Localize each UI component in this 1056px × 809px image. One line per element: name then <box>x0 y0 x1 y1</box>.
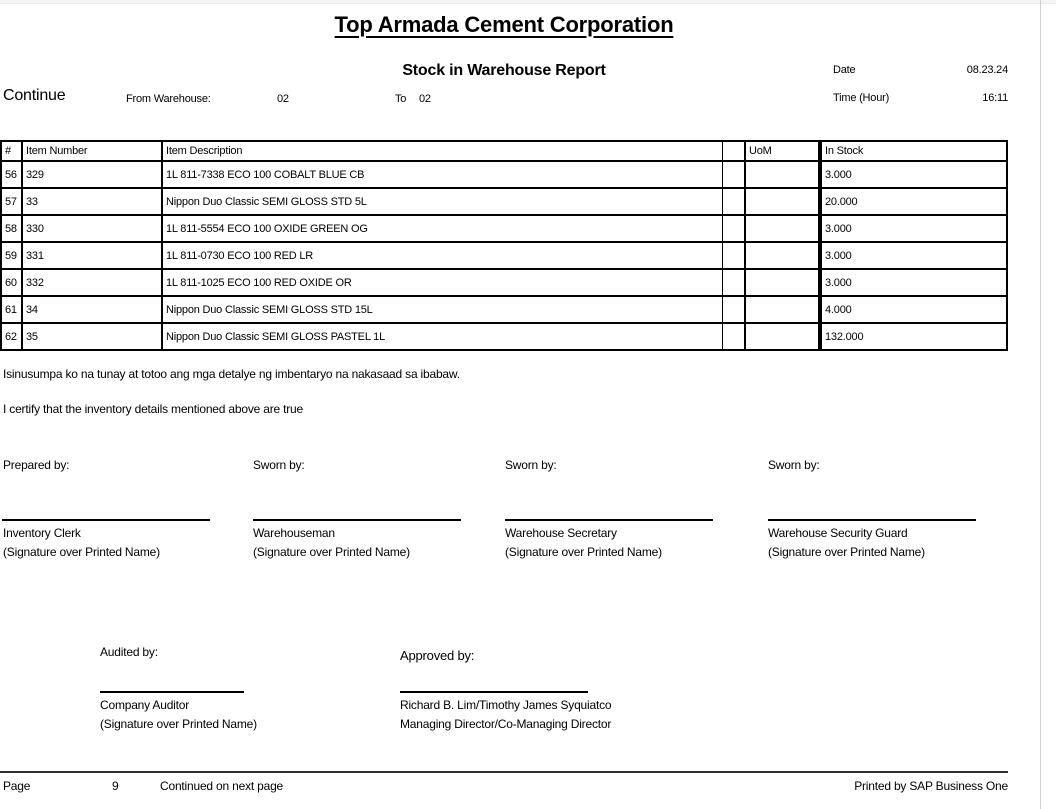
signatory-name-company-auditor: Company Auditor <box>100 698 190 712</box>
footer-printed-by: Printed by SAP Business One <box>854 779 1008 793</box>
signature-note: (Signature over Printed Name) <box>253 545 410 559</box>
row-num-cell: 56 <box>0 162 23 189</box>
certification-english: I certify that the inventory details mentioned above are true <box>3 402 303 416</box>
signature-line <box>2 519 210 521</box>
signature-note: (Signature over Printed Name) <box>768 545 925 559</box>
signatory-name-warehouse-secretary: Warehouse Secretary <box>505 526 617 540</box>
row-description-cell: Nippon Duo Classic SEMI GLOSS STD 15L <box>163 297 723 324</box>
date-value: 08.23.24 <box>966 64 1008 76</box>
prepared-by-label: Prepared by: <box>3 458 70 472</box>
table-row <box>0 324 1008 351</box>
row-gap-cell <box>723 216 744 243</box>
row-gap-cell <box>723 189 744 216</box>
col-header-in-stock: In Stock <box>820 140 1008 162</box>
row-uom-cell <box>744 189 820 216</box>
time-label: Time (Hour) <box>833 92 890 104</box>
row-item-number-cell: 33 <box>23 189 163 216</box>
row-item-number-cell: 329 <box>23 162 163 189</box>
col-header-num: # <box>0 140 23 162</box>
row-num-cell: 62 <box>0 324 23 351</box>
row-gap-cell <box>723 162 744 189</box>
row-uom-cell <box>744 270 820 297</box>
signature-note: (Signature over Printed Name) <box>100 717 257 731</box>
footer-page-number: 9 <box>112 779 119 793</box>
table-row <box>0 162 1008 189</box>
row-uom-cell <box>744 324 820 351</box>
date-label: Date <box>833 64 856 76</box>
row-gap-cell <box>723 297 744 324</box>
col-header-gap <box>723 140 744 162</box>
row-item-number-cell: 35 <box>23 324 163 351</box>
row-uom-cell <box>744 297 820 324</box>
sworn-by-label-2: Sworn by: <box>505 458 557 472</box>
row-gap-cell <box>723 324 744 351</box>
row-item-number-cell: 331 <box>23 243 163 270</box>
from-warehouse-label: From Warehouse: <box>126 93 211 105</box>
signature-line <box>253 519 461 521</box>
signatory-name-inventory-clerk: Inventory Clerk <box>3 526 81 540</box>
row-description-cell: Nippon Duo Classic SEMI GLOSS STD 5L <box>163 189 723 216</box>
row-gap-cell <box>723 270 744 297</box>
certification-tagalog: Isinusumpa ko na tunay at totoo ang mga detalye ng imbentaryo na nakasaad sa ibabaw. <box>3 367 460 381</box>
audited-by-label: Audited by: <box>100 645 158 659</box>
row-item-number-cell: 34 <box>23 297 163 324</box>
row-description-cell: 1L 811-7338 ECO 100 COBALT BLUE CB <box>163 162 723 189</box>
signatory-name-warehouseman: Warehouseman <box>253 526 335 540</box>
row-description-cell: 1L 811-5554 ECO 100 OXIDE GREEN OG <box>163 216 723 243</box>
row-uom-cell <box>744 216 820 243</box>
signature-note: (Signature over Printed Name) <box>505 545 662 559</box>
row-num-cell: 59 <box>0 243 23 270</box>
from-warehouse-value: 02 <box>277 93 289 105</box>
footer-continued-note: Continued on next page <box>160 779 284 793</box>
stock-table-body <box>0 162 1008 351</box>
sworn-by-label-3: Sworn by: <box>768 458 820 472</box>
row-num-cell: 60 <box>0 270 23 297</box>
row-item-number-cell: 332 <box>23 270 163 297</box>
row-in-stock-cell: 3.000 <box>820 270 1008 297</box>
row-uom-cell <box>744 162 820 189</box>
row-num-cell: 57 <box>0 189 23 216</box>
signature-line <box>400 691 588 693</box>
table-row <box>0 243 1008 270</box>
row-in-stock-cell: 3.000 <box>820 162 1008 189</box>
report-status-label: Continue <box>3 87 66 104</box>
signature-line <box>100 691 244 693</box>
row-in-stock-cell: 3.000 <box>820 216 1008 243</box>
row-item-number-cell: 330 <box>23 216 163 243</box>
company-title: Top Armada Cement Corporation <box>334 12 674 37</box>
signature-note: (Signature over Printed Name) <box>3 545 160 559</box>
to-warehouse-label: To <box>395 93 407 105</box>
page-edge-divider <box>1040 0 1041 809</box>
stock-table <box>0 140 1008 351</box>
footer-page-label: Page <box>3 779 31 793</box>
signatory-name-warehouse-security-guard: Warehouse Security Guard <box>768 526 908 540</box>
col-header-item-description: Item Description <box>163 140 723 162</box>
time-value: 16:11 <box>982 92 1008 104</box>
row-uom-cell <box>744 243 820 270</box>
table-header-row <box>0 140 1008 162</box>
row-gap-cell <box>723 243 744 270</box>
table-row <box>0 189 1008 216</box>
row-in-stock-cell: 20.000 <box>820 189 1008 216</box>
signature-line <box>505 519 713 521</box>
approved-by-label: Approved by: <box>400 648 475 663</box>
signature-line <box>768 519 976 521</box>
window-top-strip <box>0 0 1056 4</box>
row-num-cell: 58 <box>0 216 23 243</box>
approved-signatory-titles: Managing Director/Co-Managing Director <box>400 717 612 731</box>
table-row <box>0 297 1008 324</box>
row-in-stock-cell: 3.000 <box>820 243 1008 270</box>
row-num-cell: 61 <box>0 297 23 324</box>
table-row <box>0 216 1008 243</box>
table-row <box>0 270 1008 297</box>
col-header-uom: UoM <box>744 140 820 162</box>
to-warehouse-value: 02 <box>419 93 431 105</box>
footer-divider <box>0 771 1008 773</box>
col-header-item-number: Item Number <box>23 140 163 162</box>
row-description-cell: 1L 811-1025 ECO 100 RED OXIDE OR <box>163 270 723 297</box>
report-title: Stock in Warehouse Report <box>402 62 606 79</box>
approved-signatory-names: Richard B. Lim/Timothy James Syquiatco <box>400 698 612 712</box>
row-in-stock-cell: 4.000 <box>820 297 1008 324</box>
row-description-cell: 1L 811-0730 ECO 100 RED LR <box>163 243 723 270</box>
row-description-cell: Nippon Duo Classic SEMI GLOSS PASTEL 1L <box>163 324 723 351</box>
sworn-by-label-1: Sworn by: <box>253 458 305 472</box>
row-in-stock-cell: 132.000 <box>820 324 1008 351</box>
